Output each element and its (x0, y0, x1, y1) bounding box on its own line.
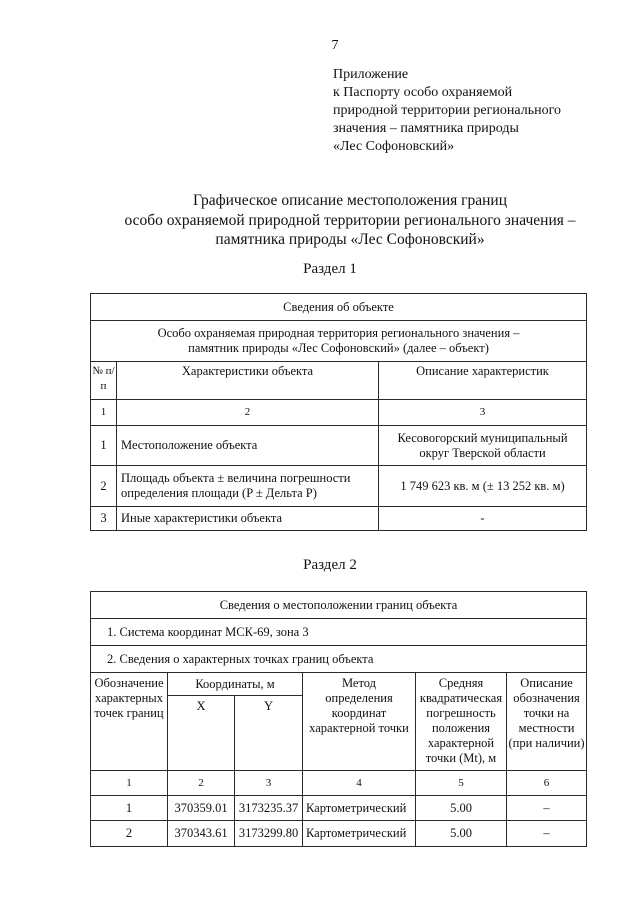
numbering-cell: 2 (168, 771, 235, 796)
appendix-line: природной территории регионального (333, 103, 561, 118)
object-name-line: Особо охраняемая природная территория регионального значения – (157, 326, 520, 340)
title-line: памятника природы «Лес Софоновский» (215, 231, 485, 248)
table-row (91, 821, 587, 847)
appendix-block (333, 66, 633, 156)
coord-y: 3173235.37 (235, 796, 303, 821)
appendix-line: значения – памятника природы (333, 121, 519, 136)
appendix-line: к Паспорту особо охраняемой (333, 85, 513, 100)
description-value: – (507, 796, 587, 821)
numbering-cell: 2 (117, 400, 379, 426)
object-name-cell (91, 321, 587, 362)
header-error: Средняя квадратическая погрешность положения характерной точки (Mt), м (416, 673, 507, 771)
table-row (91, 426, 587, 466)
coord-x: 370359.01 (168, 796, 235, 821)
numbering-cell: 5 (416, 771, 507, 796)
numbering-cell: 3 (379, 400, 587, 426)
row-value: - (379, 507, 587, 531)
point-id: 1 (91, 796, 168, 821)
header-point-designation: Обозначение характерных точек границ (91, 673, 168, 771)
boundary-points-table (90, 591, 587, 847)
header-method: Метод определения координат характерной точки (303, 673, 416, 771)
page-number: 7 (331, 38, 339, 53)
point-id: 2 (91, 821, 168, 847)
numbering-cell: 1 (91, 400, 117, 426)
header-x: X (168, 696, 235, 771)
table-row (91, 507, 587, 531)
coord-y: 3173299.80 (235, 821, 303, 847)
appendix-line: «Лес Софоновский» (333, 139, 455, 154)
object-info-table (90, 293, 587, 531)
document-title (60, 191, 640, 250)
numbering-cell: 3 (235, 771, 303, 796)
object-name-line: памятник природы «Лес Софоновский» (далее – объект) (188, 341, 489, 355)
title-line: Графическое описание местоположения границ (192, 192, 508, 209)
header-y: Y (235, 696, 303, 771)
header-point-description: Описание обозначения точки на местности (при наличии) (507, 673, 587, 771)
method-value: Картометрический (303, 796, 416, 821)
appendix-line: Приложение (333, 67, 409, 82)
coordinate-system: 1. Система координат МСК-69, зона 3 (91, 619, 587, 646)
method-value: Картометрический (303, 821, 416, 847)
row-name: Местоположение объекта (117, 426, 379, 466)
error-value: 5.00 (416, 821, 507, 847)
coord-x: 370343.61 (168, 821, 235, 847)
section1-heading: Раздел 1 (303, 261, 357, 277)
points-subsection: 2. Сведения о характерных точках границ объекта (91, 646, 587, 673)
header-characteristics: Характеристики объекта (117, 362, 379, 400)
row-name: Площадь объекта ± величина погрешности определения площади (P ± Дельта P) (117, 466, 379, 507)
error-value: 5.00 (416, 796, 507, 821)
row-value: 1 749 623 кв. м (± 13 252 кв. м) (379, 466, 587, 507)
table-row (91, 466, 587, 507)
row-name: Иные характеристики объекта (117, 507, 379, 531)
row-number: 1 (91, 426, 117, 466)
numbering-cell: 1 (91, 771, 168, 796)
table-row (91, 796, 587, 821)
description-value: – (507, 821, 587, 847)
header-description: Описание характеристик (379, 362, 587, 400)
table-caption: Сведения об объекте (91, 294, 587, 321)
table-caption: Сведения о местоположении границ объекта (91, 592, 587, 619)
numbering-cell: 6 (507, 771, 587, 796)
row-number: 2 (91, 466, 117, 507)
numbering-cell: 4 (303, 771, 416, 796)
row-number: 3 (91, 507, 117, 531)
title-line: особо охраняемой природной территории регионального значения – (124, 211, 576, 229)
header-coordinates: Координаты, м (168, 673, 303, 696)
header-number: № п/п (91, 362, 117, 400)
row-value: Кесовогорский муниципальный округ Тверской области (379, 426, 587, 466)
section2-heading: Раздел 2 (303, 557, 357, 573)
